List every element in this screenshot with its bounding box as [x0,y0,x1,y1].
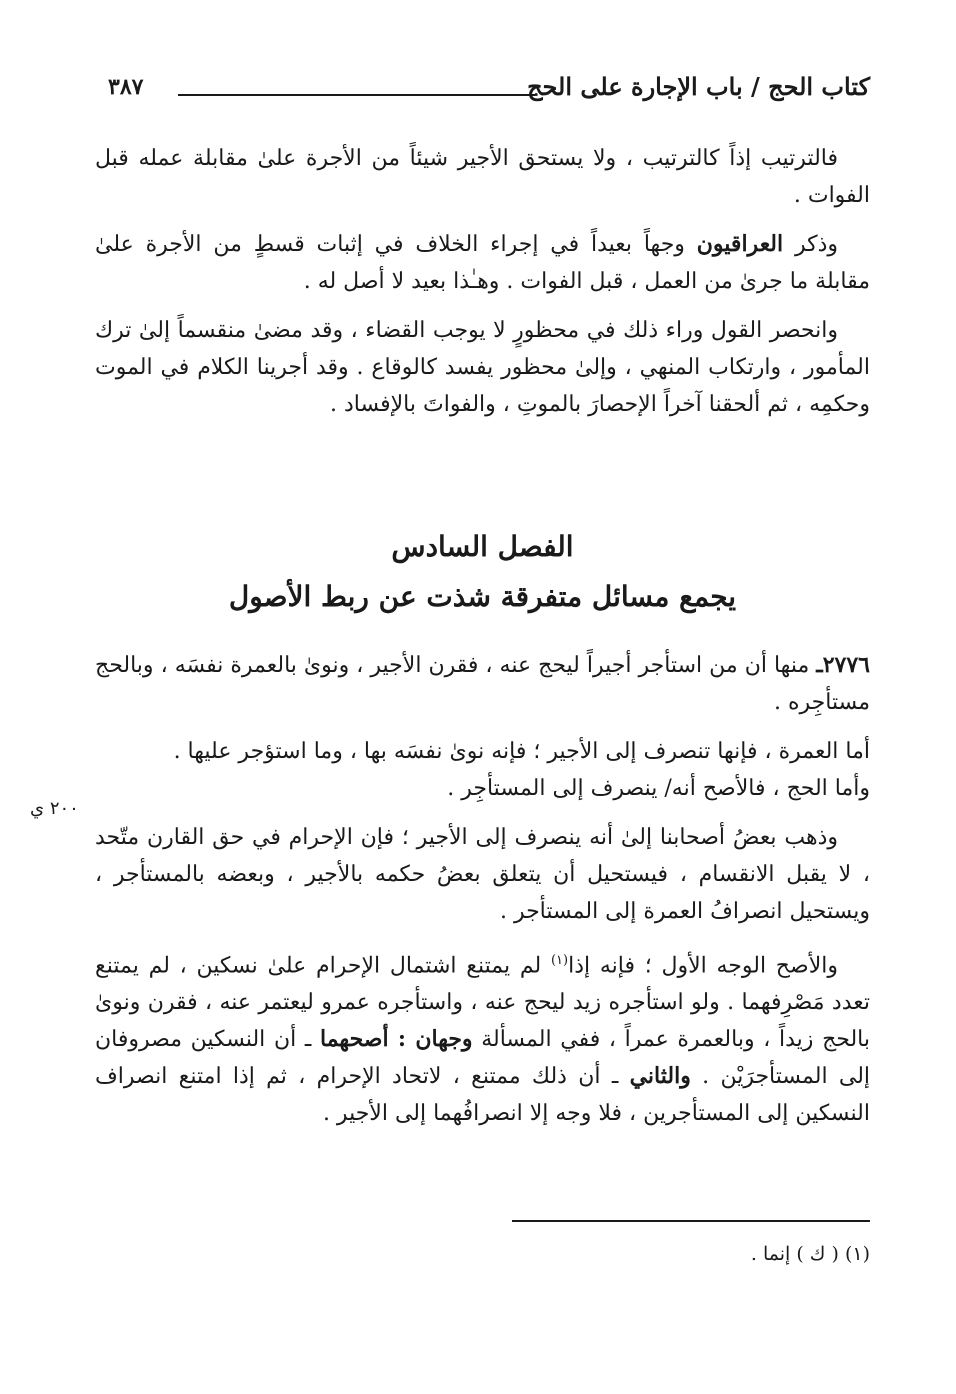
bold-term: وجهان : أصحهما [320,1026,473,1053]
page-header [100,72,870,112]
paragraph: وأما الحج ، فالأصح أنه/ ينصرف إلى المستأجِر . [447,776,870,801]
paragraph: وذهب بعضُ أصحابنا إلىٰ أنه ينصرف إلى الأجير ؛ فإن الإحرام في حق القارن متّحد ، لا يقبل الانقسام ، فيستحيل أن يتعلق بعضُ حكمه بالأجير ، وبعضه بالمستأجر ، ويستحيل انصرافُ العمرة إلى المستأجر . [95,825,870,924]
paragraph: أما العمرة ، فإنها تنصرف إلى الأجير ؛ فإنه نوىٰ نفسَه بها ، وما استؤجر عليها . [173,739,870,764]
chapter-subtitle: يجمع مسائل متفرقة شذت عن ربط الأصول [228,580,737,613]
page-number: ٣٨٧ [108,74,144,100]
paragraph: وانحصر القول وراء ذلك في محظورٍ لا يوجب القضاء ، وقد مضىٰ منقسماً إلىٰ ترك المأمور ، وارتكاب المنهي ، وإلىٰ محظور يفسد كالوقاع . وقد أجرينا الكلام في الموت وحكمِه ، ثم ألحقنا آخراً الإحصارَ بالموتِ ، والفواتَ بالإفساد . [95,318,870,417]
paragraph: ٢٧٧٦ـ منها أن من استأجر أجيراً ليحج عنه ، فقرن الأجير ، ونوىٰ بالعمرة نفسَه ، وبالحج مستأجِره . [95,652,870,715]
section-number: ٢٧٧٦ـ [816,652,870,678]
margin-note: ٢٠٠ ي [30,798,79,819]
bold-term: والثاني [629,1063,691,1090]
text-block-top [95,140,870,423]
footnote: (١) ( ك ) إنما . [750,1243,870,1265]
running-title: كتاب الحج / باب الإجارة على الحج [527,72,870,101]
header-rule [178,94,535,96]
paragraph: والأصح الوجه الأول ؛ فإنه إذا$^{(١)}$ لم يمتنع اشتمال الإحرام علىٰ نسكين ، لم يمتنع تعدد مَصْرِفهما . ولو استأجره زيد ليحج عنه ، واستأجره عمرو ليعتمر عنه ، فقرن ونوىٰ بالحج زيداً ، وبالعمرة عمراً ، ففي المسألة وجهان : أصحهما ـ أن النسكين مصروفان إلى المستأجرَيْن . والثاني ـ أن ذلك ممتنع ، لاتحاد الإحرام ، ثم إذا امتنع انصراف النسكين إلى المستأجرين ، فلا وجه إلا انصرافُهما إلى الأجير . [95,953,871,1127]
chapter-title: الفصل السادس [391,530,574,563]
paragraph: وذكر العراقيون وجهاً بعيداً في إجراء الخلاف في إثبات قسطٍ من الأجرة علىٰ مقابلة ما جرىٰ من العمل ، قبل الفوات . وهـٰذا بعيد لا أصل له . [95,231,870,294]
bold-term: العراقيون [696,231,784,257]
footnote-ref: (١) [550,953,569,968]
footnote-rule [512,1220,870,1222]
text-block-section [95,647,870,1132]
paragraph: فالترتيب إذاً كالترتيب ، ولا يستحق الأجير شيئاً من الأجرة علىٰ مقابلة عمله قبل الفوات . [95,146,870,208]
